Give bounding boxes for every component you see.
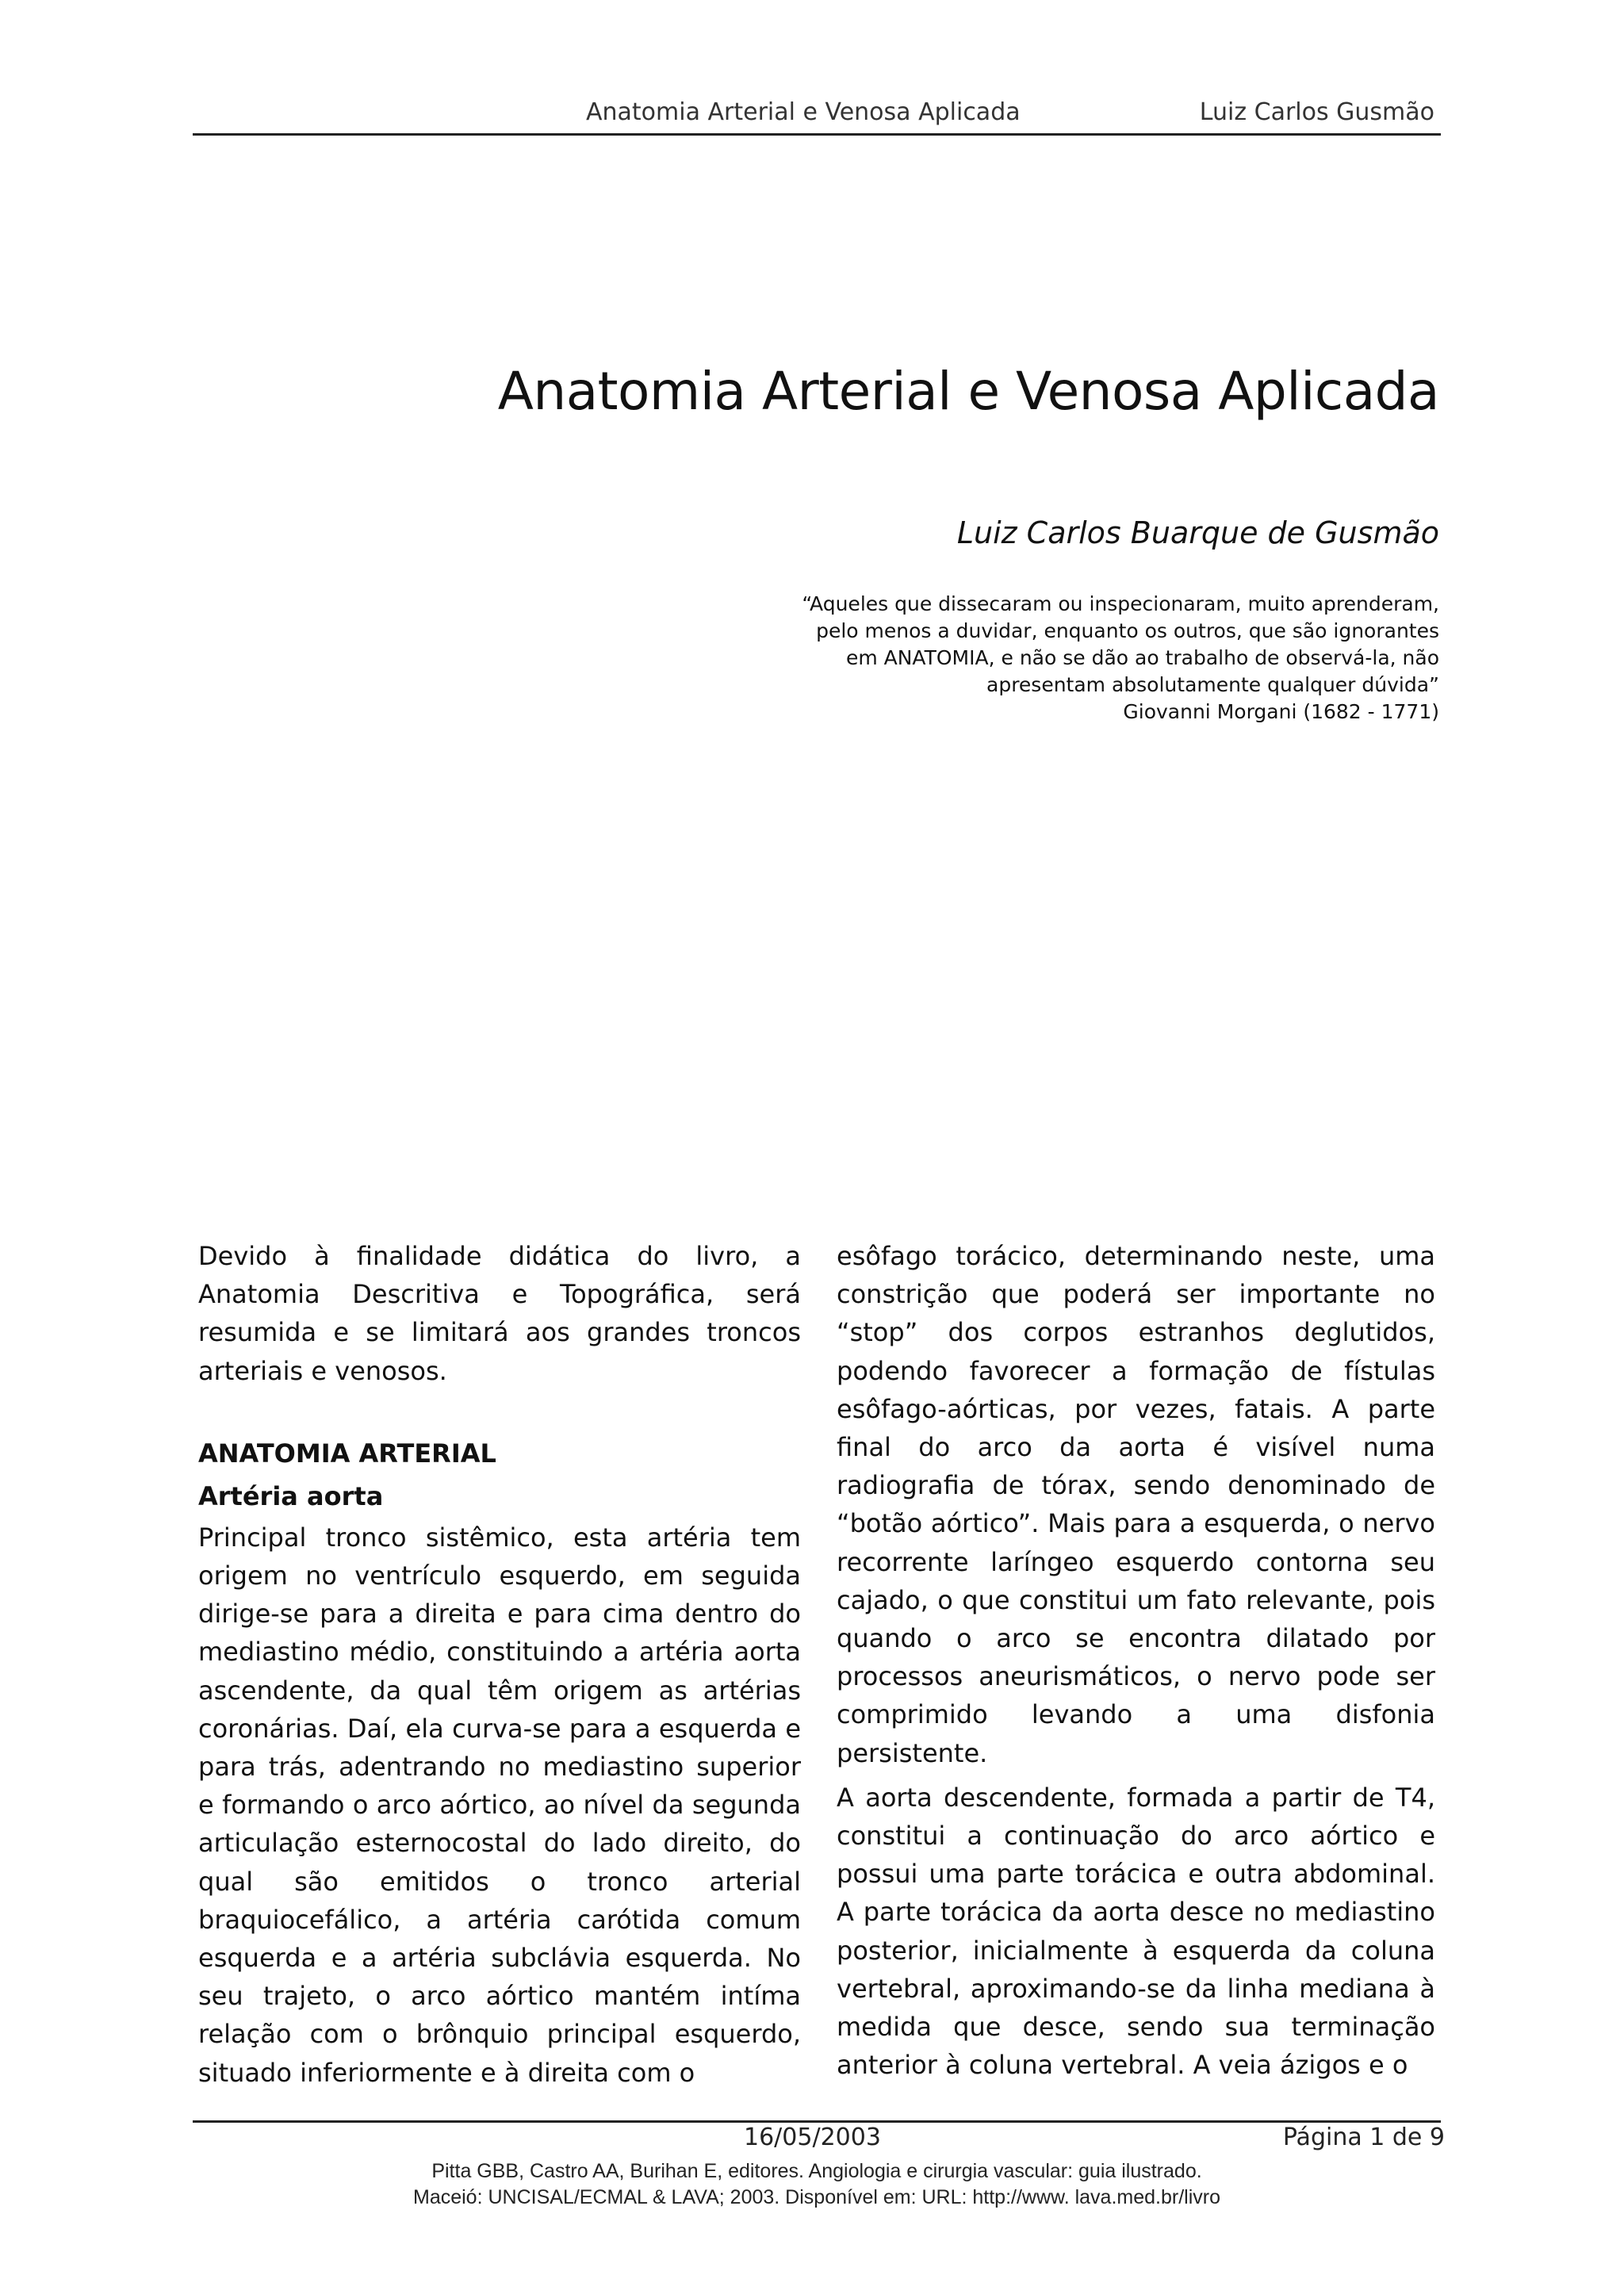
footer-citation: Maceió: UNCISAL/ECMAL & LAVA; 2003. Disponível em: URL: http://www. lava.med.br/livro xyxy=(413,2186,1220,2208)
epigraph xyxy=(726,591,1439,726)
running-header-author: Luiz Carlos Gusmão xyxy=(1199,98,1434,126)
paragraph-gap xyxy=(837,1772,1435,1779)
footer-page-number: Página 1 de 9 xyxy=(1282,2124,1445,2151)
running-header-title: Anatomia Arterial e Venosa Aplicada xyxy=(586,98,1021,126)
epigraph-attribution: Giovanni Morgani (1682 - 1771) xyxy=(1123,700,1439,723)
section-heading: ANATOMIA ARTERIAL xyxy=(198,1438,496,1469)
body-paragraph: Principal tronco sistêmico, esta artéria tem origem no ventrículo esquerdo, em seguida dirige-se para a direita e para cima dentro do mediastino médio, constituindo a artéria aorta ascendente, da qual têm origem as artérias coronárias. Daí, ela curva-se para a esquerda e para trás, adentrando no mediastino superior e formando o arco aórtico, ao nível da segunda articulação esternocostal do lado direito, do qual são emitidos o tronco arterial braquiocefálico, a artéria carótida comum esquerda e a artéria subclávia esquerda. No seu trajeto, o arco aórtico mantém intíma relação com o brônquio principal esquerdo, situado inferiormente e à direita com o xyxy=(198,1522,801,2088)
intro-paragraph: Devido à finalidade didática do livro, a Anatomia Descritiva e Topográfica, será resumida e se limitará aos grandes troncos arteriais e venosos. xyxy=(198,1241,801,1386)
document-title: Anatomia Arterial e Venosa Aplicada xyxy=(497,361,1439,422)
body-paragraph-continued: esôfago torácico, determinando neste, uma constrição que poderá ser importante no “stop” dos corpos estranhos deglutidos, podendo favorecer a formação de fístulas esôfago-aórticas, por vezes, fatais. A parte final do arco da aorta é visível numa radiografia de tórax, sendo denominado de “botão aórtico”. Mais para a esquerda, o nervo recorrente laríngeo esquerdo contorna seu cajado, o que constitui um fato relevante, pois quando o arco se encontra dilatado por processos aneurismáticos, o nervo pode ser comprimido levando a uma disfonia persistente. xyxy=(837,1241,1435,1768)
left-column xyxy=(198,1237,801,2092)
epigraph-line: “Aqueles que dissecaram ou inspecionaram, muito aprenderam, xyxy=(802,592,1439,615)
document-author: Luiz Carlos Buarque de Gusmão xyxy=(956,515,1439,550)
right-column xyxy=(837,1237,1435,2084)
footer-citation: Pitta GBB, Castro AA, Burihan E, editores. Angiologia e cirurgia vascular: guia ilustrado. xyxy=(431,2160,1202,2182)
epigraph-line: apresentam absolutamente qualquer dúvida” xyxy=(986,673,1439,696)
body-paragraph: A aorta descendente, formada a partir de T4, constitui a continuação do arco aórtico e possui uma parte torácica e outra abdominal. A parte torácica da aorta desce no mediastino posterior, inicialmente à esquerda da coluna vertebral, aproximando-se da linha mediana à medida que desce, sendo sua terminação anterior à coluna vertebral. A veia ázigos e o xyxy=(837,1782,1435,2081)
epigraph-line: pelo menos a duvidar, enquanto os outros, que são ignorantes xyxy=(816,619,1439,642)
footer-rule xyxy=(193,2120,1441,2123)
subsection-heading: Artéria aorta xyxy=(198,1480,384,1511)
running-header xyxy=(193,94,1441,136)
footer-date: 16/05/2003 xyxy=(744,2124,881,2151)
epigraph-line: em ANATOMIA, e não se dão ao trabalho de observá-la, não xyxy=(845,646,1439,669)
section-spacer xyxy=(198,1390,801,1434)
